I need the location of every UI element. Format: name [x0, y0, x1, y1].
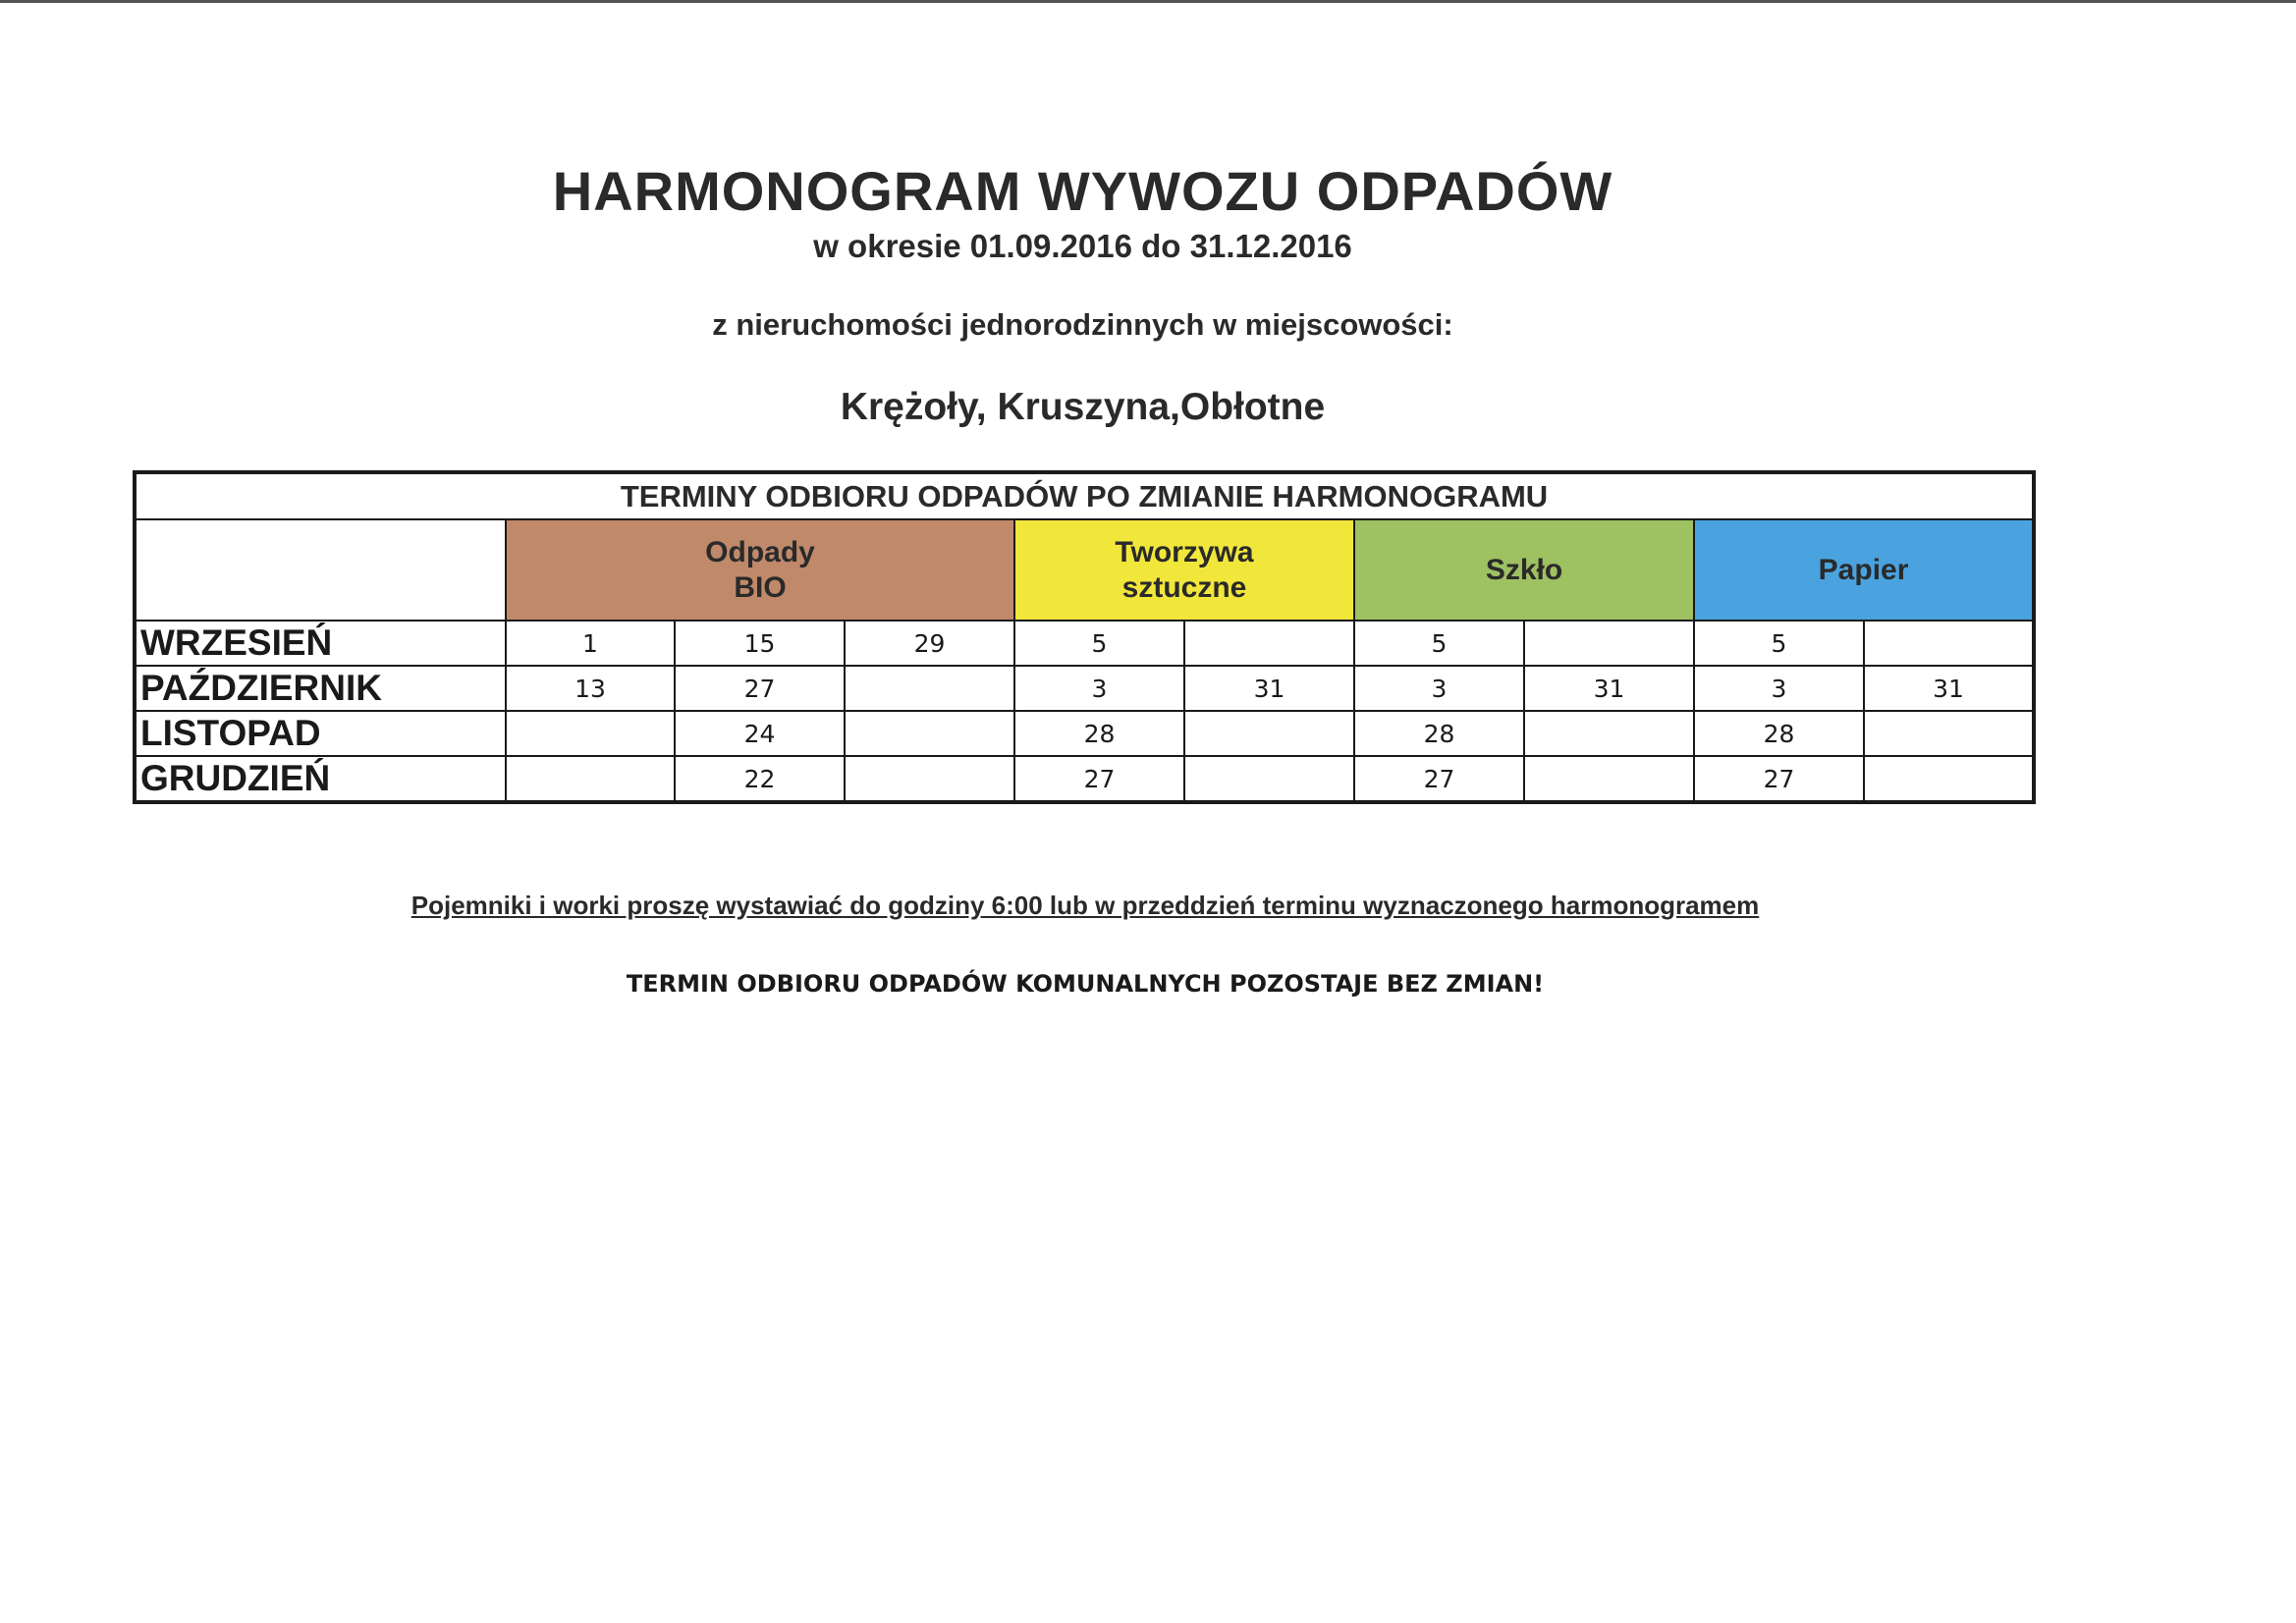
scan-edge-line [0, 0, 2296, 3]
paper-date: 3 [1694, 666, 1864, 711]
bio-date: 22 [675, 756, 845, 802]
bio-date: 1 [506, 621, 675, 666]
glass-date: 28 [1354, 711, 1524, 756]
plastic-date [1184, 711, 1354, 756]
plastic-date: 31 [1184, 666, 1354, 711]
bio-date: 27 [675, 666, 845, 711]
bio-date: 13 [506, 666, 675, 711]
bio-date [506, 756, 675, 802]
paper-date: 27 [1694, 756, 1864, 802]
period-subtitle: w okresie 01.09.2016 do 31.12.2016 [813, 228, 1352, 264]
glass-date: 5 [1354, 621, 1524, 666]
table-row [135, 756, 2034, 802]
category-header-row [135, 519, 2034, 621]
month-label: WRZESIEŃ [135, 621, 506, 666]
category-plastic-line1: Tworzywa [1115, 535, 1254, 568]
category-bio-line2: BIO [734, 570, 787, 604]
table-title: TERMINY ODBIORU ODPADÓW PO ZMIANIE HARMONOGRAMU [135, 472, 2034, 519]
bio-date: 29 [845, 621, 1014, 666]
plastic-date [1184, 756, 1354, 802]
glass-date [1524, 711, 1694, 756]
category-plastic-header [1014, 519, 1354, 621]
month-label: PAŹDZIERNIK [135, 666, 506, 711]
month-label: GRUDZIEŃ [135, 756, 506, 802]
table-row [135, 666, 2034, 711]
plastic-date: 27 [1014, 756, 1184, 802]
paper-date [1864, 756, 2034, 802]
table-row [135, 621, 2034, 666]
empty-corner-cell [135, 519, 506, 621]
places-list: Krężoły, Kruszyna,Obłotne [840, 386, 1326, 428]
bio-date [845, 666, 1014, 711]
schedule-table [133, 470, 2036, 804]
category-glass-header [1354, 519, 1694, 621]
category-bio-line1: Odpady [705, 535, 815, 568]
plastic-date [1184, 621, 1354, 666]
month-label: LISTOPAD [135, 711, 506, 756]
paper-date: 5 [1694, 621, 1864, 666]
glass-date [1524, 756, 1694, 802]
bio-date [845, 711, 1014, 756]
glass-date: 3 [1354, 666, 1524, 711]
paper-date [1864, 621, 2034, 666]
category-bio-header [506, 519, 1014, 621]
bio-date [845, 756, 1014, 802]
paper-date: 31 [1864, 666, 2034, 711]
category-glass-label: Szkło [1485, 553, 1563, 586]
final-note: TERMIN ODBIORU ODPADÓW KOMUNALNYCH POZOSTAJE BEZ ZMIAN! [626, 970, 1545, 998]
bio-date [506, 711, 675, 756]
bio-date: 24 [675, 711, 845, 756]
category-paper-header [1694, 519, 2034, 621]
bio-date: 15 [675, 621, 845, 666]
glass-date [1524, 621, 1694, 666]
category-plastic-line2: sztuczne [1121, 570, 1247, 604]
scope-description: z nieruchomości jednorodzinnych w miejscowości: [712, 307, 1453, 342]
document-title: HARMONOGRAM WYWOZU ODPADÓW [552, 160, 1613, 222]
plastic-date: 5 [1014, 621, 1184, 666]
table-row [135, 711, 2034, 756]
glass-date: 31 [1524, 666, 1694, 711]
glass-date: 27 [1354, 756, 1524, 802]
paper-date: 28 [1694, 711, 1864, 756]
plastic-date: 3 [1014, 666, 1184, 711]
category-paper-label: Papier [1818, 553, 1909, 586]
plastic-date: 28 [1014, 711, 1184, 756]
notice-text: Pojemniki i worki proszę wystawiać do godziny 6:00 lub w przeddzień terminu wyznaczonego harmonogramem [410, 891, 1760, 920]
paper-date [1864, 711, 2034, 756]
